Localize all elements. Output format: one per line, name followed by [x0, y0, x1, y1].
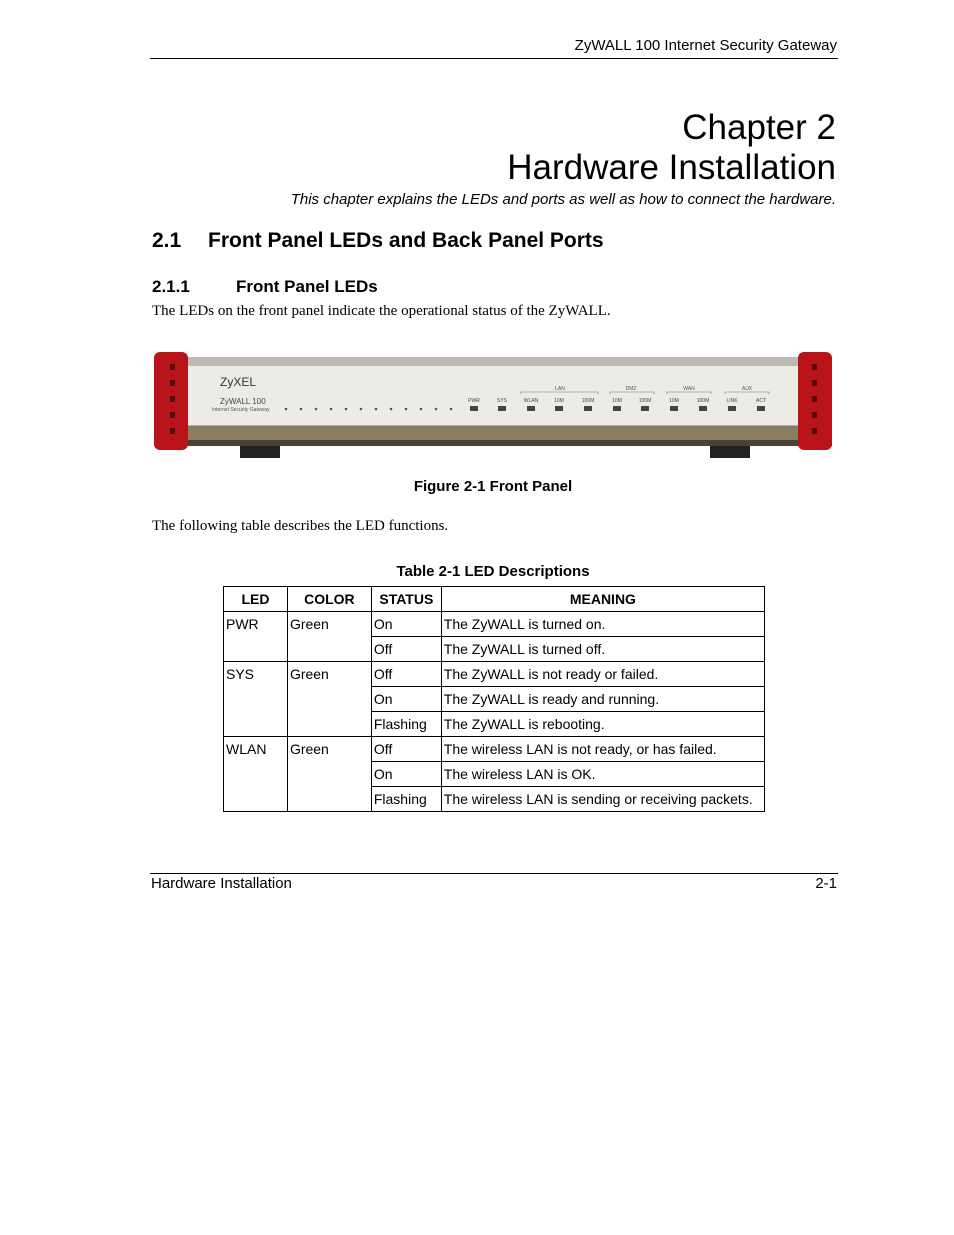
subsection-intro: The LEDs on the front panel indicate the operational status of the ZyWALL. [152, 303, 611, 319]
led-label-wan-10m: 10M [669, 398, 679, 404]
header-led: LED [224, 587, 288, 612]
led-descriptions-table [223, 586, 765, 812]
table-intro: The following table describes the LED functions. [152, 518, 449, 534]
group-label-wan: WAN [683, 386, 695, 392]
cell-status: Off [371, 662, 441, 687]
cell-status: On [371, 612, 441, 637]
footer-section-name: Hardware Installation [151, 875, 292, 892]
device-tagline: Internet Security Gateway [212, 407, 270, 413]
subsection-number: 2.1.1 [152, 277, 190, 296]
cell-status: Off [371, 737, 441, 762]
led-label-dmz-10m: 10M [612, 398, 622, 404]
cell-status: On [371, 687, 441, 712]
led-label-lan-100m: 100M [581, 398, 595, 404]
cell-meaning: The wireless LAN is sending or receiving packets. [441, 787, 764, 812]
group-label-lan: LAN [555, 386, 565, 392]
cell-led: SYS [224, 662, 288, 737]
cell-color: Green [287, 737, 371, 812]
group-label-aux: AUX [741, 386, 753, 392]
chapter-name: Hardware Installation [507, 148, 836, 187]
cell-color: Green [287, 662, 371, 737]
led-label-lan-10m: 10M [554, 398, 564, 404]
section-number: 2.1 [152, 229, 182, 252]
device-brand: ZyXEL [220, 375, 257, 389]
led-label-aux-link: LINK [726, 398, 738, 404]
device-model: ZyWALL 100 [220, 397, 266, 406]
led-label-wlan: WLAN [523, 398, 539, 404]
header-color: COLOR [287, 587, 371, 612]
led-label-aux-act: ACT [756, 398, 766, 404]
cell-meaning: The ZyWALL is not ready or failed. [441, 662, 764, 687]
left-foot [240, 444, 280, 458]
section-heading [152, 229, 604, 253]
section-title: Front Panel LEDs and Back Panel Ports [208, 229, 604, 252]
table-row [224, 662, 765, 687]
table-caption: Table 2-1 LED Descriptions [396, 563, 590, 580]
led-label-pwr: PWR [468, 398, 480, 404]
chapter-number: Chapter 2 [682, 108, 836, 147]
header-rule [150, 58, 838, 59]
cell-meaning: The ZyWALL is ready and running. [441, 687, 764, 712]
footer-page-number: 2-1 [815, 875, 837, 892]
led-label-wan-100m: 100M [696, 398, 710, 404]
footer-rule [150, 873, 838, 874]
led-label-sys: SYS [496, 398, 508, 404]
front-panel-figure [150, 348, 836, 464]
subsection-title: Front Panel LEDs [236, 277, 378, 296]
cell-status: Off [371, 637, 441, 662]
table-header-row [224, 587, 765, 612]
group-label-dmz: DMZ [625, 386, 637, 392]
chapter-subtitle: This chapter explains the LEDs and ports as well as how to connect the hardware. [290, 191, 836, 208]
cell-meaning: The wireless LAN is OK. [441, 762, 764, 787]
led-label-dmz-100m: 100M [638, 398, 652, 404]
right-foot [710, 444, 750, 458]
cell-status: Flashing [371, 787, 441, 812]
subsection-heading [152, 277, 378, 297]
cell-meaning: The wireless LAN is not ready, or has failed. [441, 737, 764, 762]
cell-meaning: The ZyWALL is turned on. [441, 612, 764, 637]
table-row [224, 612, 765, 637]
front-panel-illustration [150, 348, 836, 464]
header-status: STATUS [371, 587, 441, 612]
header-meaning: MEANING [441, 587, 764, 612]
cell-meaning: The ZyWALL is turned off. [441, 637, 764, 662]
cell-led: WLAN [224, 737, 288, 812]
chapter-title [150, 108, 836, 188]
cell-status: Flashing [371, 712, 441, 737]
cell-meaning: The ZyWALL is rebooting. [441, 712, 764, 737]
cell-led: PWR [224, 612, 288, 662]
running-header: ZyWALL 100 Internet Security Gateway [574, 37, 837, 54]
cell-color: Green [287, 612, 371, 662]
cell-status: On [371, 762, 441, 787]
table-row [224, 737, 765, 762]
figure-caption: Figure 2-1 Front Panel [413, 478, 573, 495]
